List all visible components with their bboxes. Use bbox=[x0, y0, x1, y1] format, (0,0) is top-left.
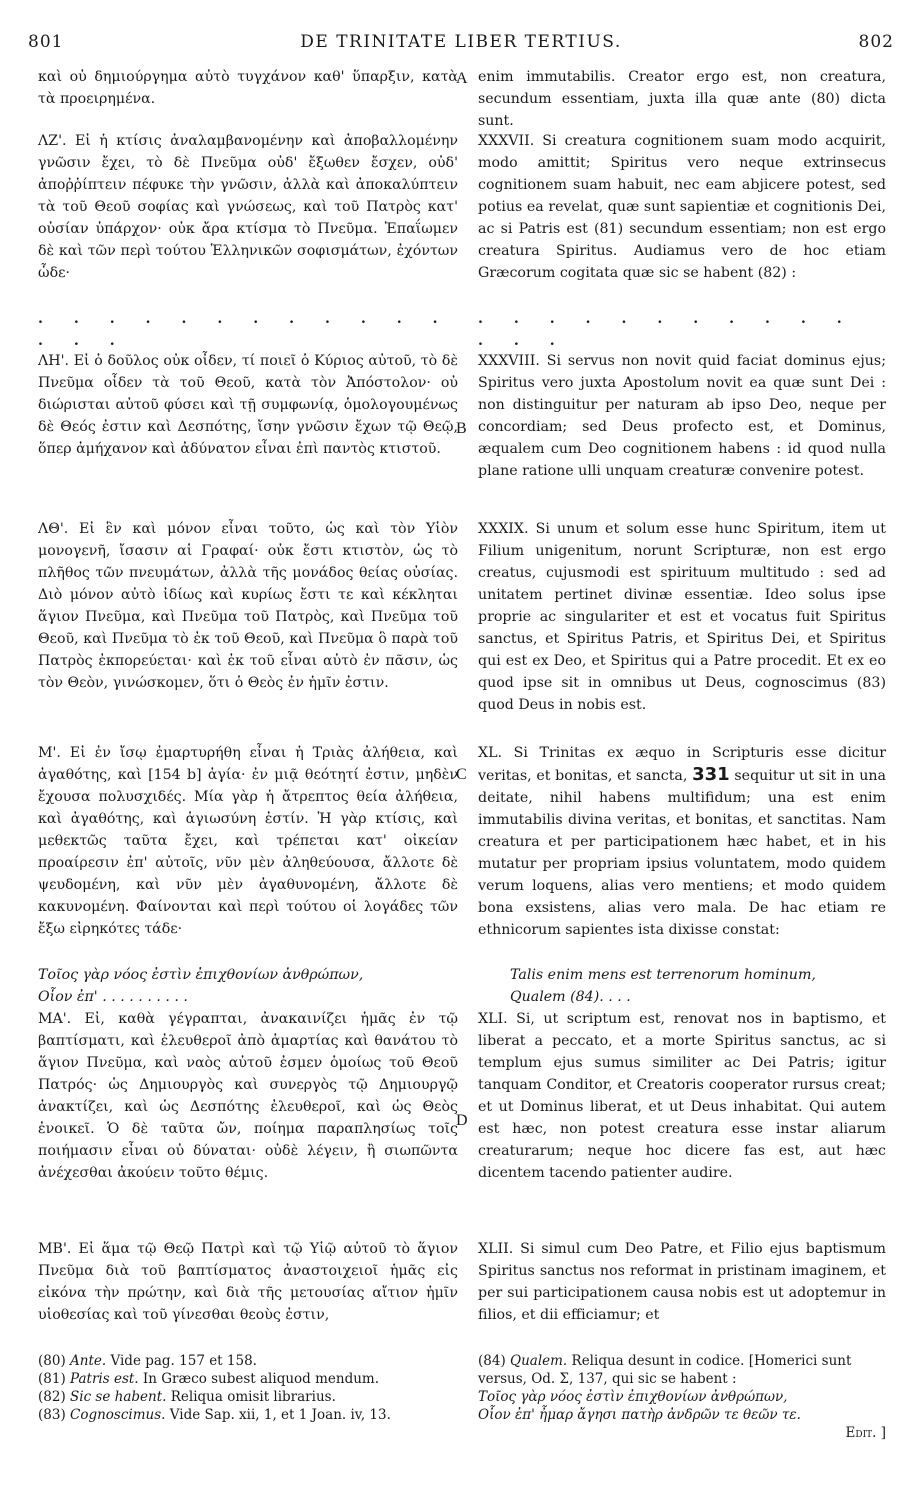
footnotes-left bbox=[38, 1352, 458, 1424]
running-header bbox=[28, 32, 894, 56]
greek-section-37: ΛΖ'. Εἰ ἡ κτίσις ἀναλαμβανομένην καὶ ἀποβαλλομένην γνῶσιν ἔχει, τὸ δὲ Πνεῦμα οὐδ' ἔξωθεν ἔσχεν, οὐδ' ἀποῤῥίπτειν πέφυκε τὴν γνῶσιν, ἀλλὰ καὶ ἀποκαλύπτειν τὰ τοῦ Θεοῦ σοφίας καὶ γνώσεως, καὶ τοῦ Πατρὸς κατ' οὐσίαν ὑπάρχον· οὐκ ἄρα κτίσμα τὸ Πνεῦμα. Ἐπαΐωμεν δὲ καὶ τῶν περὶ τούτου Ἑλληνικῶν σοφισμάτων, ἐχόντων ὧδε· bbox=[38, 133, 458, 281]
margin-letter-c: C bbox=[456, 766, 467, 783]
latin-intro: enim immutabilis. Creator ergo est, non creatura, secundum essentiam, juxta illa quæ ante (80) dicta sunt. bbox=[478, 69, 886, 129]
greek-section-38: ΛΗ'. Εἰ ὁ δοῦλος οὐκ οἶδεν, τί ποιεῖ ὁ Κύριος αὐτοῦ, τὸ δὲ Πνεῦμα οἶδεν τὰ τοῦ Θεοῦ, κατὰ τὸν Ἀπόστολον· οὐ διώρισται αὐτοῦ φύσει καὶ τῇ συμφωνίᾳ, ὁμολογουμένως δὲ Θεός ἐστιν καὶ Δεσπότης, ἴσην γνῶσιν ἔχων τῷ Θεῷ, ὅπερ ἀμήχανον καὶ ἀδύνατον εἶναι ἐπὶ παντὸς κτιστοῦ. bbox=[38, 353, 458, 457]
left-column-number: 801 bbox=[28, 32, 64, 52]
editor-signature: Edit. ] bbox=[845, 1425, 886, 1441]
greek-section-39: ΛΘ'. Εἰ ἓν καὶ μόνον εἶναι τοῦτο, ὡς καὶ τὸν Υἱὸν μονογενῆ, ἴσασιν αἱ Γραφαί· οὐκ ἔστι κτιστὸν, ὡς τὸ πλῆθος τῶν πνευμάτων, ἀλλὰ τῆς μονάδος θείας οὐσίας. Διὸ μόνον αὐτὸ ἰδίως καὶ κυρίως ἔστι τε καὶ κέκληται ἅγιον Πνεῦμα, καὶ Πνεῦμα τοῦ Πατρὸς, καὶ Πνεῦμα τοῦ Θεοῦ, καὶ Πνεῦμα τὸ ἐκ τοῦ Θεοῦ, καὶ Πνεῦμα ὃ παρὰ τοῦ Πατρὸς ἐκπορεύεται· καὶ ἐκ τοῦ εἶναι αὐτὸ ἐν πᾶσιν, ὡς τὸν Θεὸν, γινώσκομεν, ὅτι ὁ Θεὸς ἐν ἡμῖν ἐστιν. bbox=[38, 521, 458, 691]
latin-section-42: XLII. Si simul cum Deo Patre, et Filio ejus baptismum Spiritus sanctus nos reformat in pristinam imaginem, et per sui participationem causa nobis est ut adoptemur in filios, et dii efficiamur; et bbox=[478, 1241, 886, 1323]
footnote-84: (84) Qualem. Reliqua desunt in codice. [Homerici sunt versus, Od. Σ, 137, qui sic se habent : Τοῖος γὰρ νόος ἐστὶν ἐπιχθονίων ἀνθρώπων, Οἷον ἐπ' ἦμαρ ἄγησι πατὴρ ἀνδρῶν τε θεῶν τε. Edit. ] bbox=[478, 1353, 886, 1441]
latin-ellipsis: . . . . . . . . . . . . . . bbox=[478, 311, 855, 349]
margin-letter-a: A bbox=[456, 70, 468, 87]
latin-verse-line-1: Talis enim mens est terrenorum hominum, bbox=[510, 967, 816, 983]
greek-section-41: ΜΑ'. Εἰ, καθὰ γέγραπται, ἀνακαινίζει ἡμᾶς ἐν τῷ βαπτίσματι, καὶ ἐλευθεροῖ ἀπὸ ἁμαρτίας καὶ θανάτου τὸ ἅγιον Πνεῦμα, καὶ ναὸς αὐτοῦ ἐσμεν ὁμοίως τοῦ Θεοῦ Πατρός· ὡς Δημιουργὸς καὶ συνεργὸς τῷ Δημιουργῷ ἀνακτίζει, καὶ ὡς Δεσπότης ἐλευθεροῖ, καὶ ὡς Θεὸς ἐνοικεῖ. Ὁ δὲ ταῦτα ὤν, ποίημα παραπλησίως τοῖς ποιήμασιν εἶναι οὐ δύναται· οὐδὲ λέγειν, ἢ σιωπῶντα ἀνέχεσθαι ἀκούειν τοῦτο θέμις. bbox=[38, 1011, 458, 1181]
greek-ellipsis: . . . . . . . . . . . . . . . bbox=[38, 311, 451, 349]
footnote-82: (82) Sic se habent. Reliqua omisit librarius. bbox=[38, 1389, 336, 1405]
latin-section-37: XXXVII. Si creatura cognitionem suam modo acquirit, modo amittit; Spiritus vero neque extrinsecus cognitionem suam habuit, nec eam abjicere potest, sed potius ea revelat, quæ sunt sapientiæ et cognitionis Dei, ac si Patris est (81) secundum essentiam; non est ergo creatura Spiritus. Audiamus vero de hoc etiam Græcorum cogitata quæ sic se habent (82) : bbox=[478, 133, 886, 281]
latin-section-38: XXXVIII. Si servus non novit quid faciat dominus ejus; Spiritus vero juxta Apostolum novit ea quæ sunt Dei : non distinguitur per naturam ab ipso Deo, neque per concordiam; sed Deus profecto est, et Dominus, æqualem cum Deo cognitionem habens : id quod nulla plane ratione ulli unquam creaturæ convenire potest. bbox=[478, 353, 886, 479]
footnote-81: (81) Patris est. In Græco subest aliquod mendum. bbox=[38, 1371, 380, 1387]
greek-verse-line-2: Οἷον ἐπ' . . . . . . . . . . bbox=[38, 989, 188, 1005]
greek-section-40: Μ'. Εἰ ἐν ἴσῳ ἐμαρτυρήθη εἶναι ἡ Τριὰς ἀλήθεια, καὶ ἀγαθότης, καὶ [154 b] ἁγία· ἐν μιᾷ θεότητί ἐστιν, μηδὲν ἔχουσα πολυσχιδές. Μία γὰρ ἡ ἄτρεπτος θεία ἀλήθεια, καὶ ἀγαθότης, καὶ ἁγιωσύνη ἐστίν. Ἡ γὰρ κτίσις, καὶ μεθεκτῶς ταῦτα ἔχει, καὶ τρέπεται κατ' οἰκείαν προαίρεσιν ἐπ' αὐτοῖς, νῦν μὲν ἀληθεύουσα, ἄλλοτε δὲ ψευδομένη, καὶ νῦν μὲν ἀγαθυνομένη, ἄλλοτε δὲ κακυνομένη. Φαίνονται καὶ περὶ τούτου οἱ λογάδες τῶν ἔξω εἰρηκότες τάδε· bbox=[38, 745, 458, 937]
greek-verse bbox=[38, 964, 458, 1008]
latin-section-40-part-1: XL. Si Trinitas ex æquo in Scripturis esse dicitur veritas, et bonitas, et sancta, bbox=[478, 745, 886, 784]
column-number-331: 331 bbox=[692, 764, 730, 785]
latin-section-40 bbox=[478, 742, 886, 941]
latin-section-41: XLI. Si, ut scriptum est, renovat nos in baptismo, et liberat a peccato, et a morte Spiritus sanctus, ac si templum ejus sumus similiter ac Dei Patris; igitur tanquam Conditor, et Creatoris cooperator rursus creat; et ut Dominus liberat, et ut Deus inhabitat. Qui autem est hæc, non potest creatura esse instar aliarum creaturarum; neque hoc dicere fas est, aut hæc dicentem tacendo patienter audire. bbox=[478, 1011, 886, 1181]
footnote-83: (83) Cognoscimus. Vide Sap. xii, 1, et 1 Joan. iv, 13. bbox=[38, 1407, 391, 1423]
margin-letter-b: B bbox=[456, 420, 467, 437]
greek-intro: καὶ οὐ δημιούργημα αὐτὸ τυγχάνον καθ' ὕπαρξιν, κατὰ τὰ προειρημένα. bbox=[38, 69, 458, 107]
homer-verse-line-2: Οἷον ἐπ' ἦμαρ ἄγησι πατὴρ ἀνδρῶν τε θεῶν τε. bbox=[478, 1407, 801, 1423]
footnote-80: (80) Ante. Vide pag. 157 et 158. bbox=[38, 1353, 257, 1369]
greek-section-42: ΜΒ'. Εἰ ἅμα τῷ Θεῷ Πατρὶ καὶ τῷ Υἱῷ αὐτοῦ τὸ ἅγιον Πνεῦμα διὰ τοῦ βαπτίσματος ἀναστοιχειοῖ ἡμᾶς εἰς εἰκόνα τὴν πρώτην, καὶ διὰ τῆς μετουσίας αἴτιον ἡμῖν υἱοθεσίας καὶ τοῦ γίνεσθαι θεοὺς ἐστιν, bbox=[38, 1241, 458, 1323]
homer-verse-line-1: Τοῖος γὰρ νόος ἐστὶν ἐπιχθονίων ἀνθρώπων, bbox=[478, 1389, 788, 1405]
right-column-number: 802 bbox=[858, 32, 894, 52]
greek-verse-line-1: Τοῖος γὰρ νόος ἐστὶν ἐπιχθονίων ἀνθρώπων, bbox=[38, 967, 364, 983]
page-title: DE TRINITATE LIBER TERTIUS. bbox=[300, 32, 622, 52]
latin-verse-line-2: Qualem (84). . . . bbox=[510, 989, 631, 1005]
latin-verse bbox=[510, 964, 886, 1008]
margin-letter-d: D bbox=[456, 1112, 468, 1129]
latin-section-40-part-2: sequitur ut sit in una deitate, nihil habens multifidum; una est enim immutabilis divina veritas, et bonitas, et sanctitas. Nam creatura et per participationem hæc habet, et in his mutatur per propriam ipsius voluntatem, modo quidem verum loquens, alias vero mentiens; et modo quidem bona exsistens, alias vero mala. De hac etiam re ethnicorum sapientes ista dixisse constat: bbox=[478, 768, 886, 938]
latin-section-39: XXXIX. Si unum et solum esse hunc Spiritum, item ut Filium unigenitum, norunt Scripturæ, non est ergo creatus, cujusmodi est spirituum multitudo : sed ad unitatem pertinet divinæ essentiæ. Ideo solus ipse proprie ac singulariter et est et vocatus fuit Spiritus sanctus, et Spiritus Patris, et Spiritus Dei, et Spiritus qui est ex Deo, et Spiritus qui a Patre procedit. Et ex eo quod ipse sit in omnibus ut Deus, cognoscimus (83) quod Deus in nobis est. bbox=[478, 521, 886, 713]
